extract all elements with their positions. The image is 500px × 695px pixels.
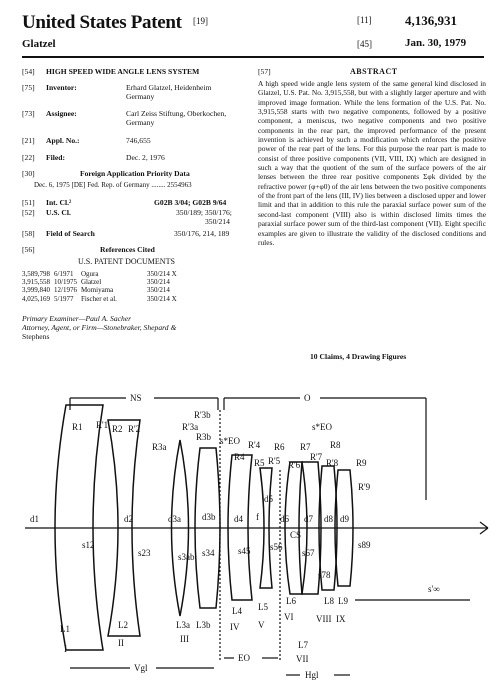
axis-arrow: [480, 522, 488, 528]
refs-label: References Cited: [100, 245, 155, 254]
label-d1: d1: [30, 514, 39, 524]
label-r3bp: R'3b: [194, 410, 211, 420]
ref-name: Glatzel: [80, 278, 102, 287]
label-l7: L7: [298, 640, 308, 650]
label-r3b: R3b: [196, 432, 212, 442]
ref-date: 5/1977: [54, 294, 74, 303]
label-group-vii: VII: [296, 654, 309, 664]
label-r1p: R'1: [96, 420, 109, 430]
field-code: [58]: [22, 229, 35, 238]
label-s3ab: s3ab: [178, 552, 195, 562]
ref-name: Ogura: [80, 270, 99, 278]
label-group-iv: IV: [230, 622, 240, 632]
inventor-code: [75]: [22, 83, 35, 92]
label-s-eo: s*EO: [220, 436, 240, 446]
label-d3b: d3b: [202, 512, 216, 522]
label-l3a: L3a: [176, 620, 190, 630]
label-r1: R1: [72, 422, 83, 432]
label-r7p: R'7: [310, 452, 323, 462]
inventor-label: Inventor:: [46, 83, 77, 92]
intcl-code: [51]: [22, 198, 35, 207]
label-r4p: R'4: [248, 440, 261, 450]
abstract-code: [57]: [258, 67, 271, 76]
patent-header-title: United States Patent: [22, 12, 182, 33]
attorney-line1: Attorney, Agent, or Firm—Stonebraker, Shepard &: [22, 323, 177, 332]
appl-code: [21]: [22, 136, 35, 145]
label-group-i: I: [64, 644, 67, 654]
label-o: O: [304, 393, 311, 403]
ref-name: Fischer et al.: [80, 294, 117, 303]
inventor-line1: Erhard Glatzel, Heidenheim: [126, 83, 212, 92]
attorney-line2: Stephens: [22, 332, 50, 341]
priority-label: Foreign Application Priority Data: [80, 169, 190, 178]
assignee-label: Assignee:: [46, 109, 77, 118]
label-d9: d9: [340, 514, 349, 524]
label-l2: L2: [118, 620, 128, 630]
refs-code: [56]: [22, 245, 35, 254]
label-hgl: Hgl: [305, 670, 319, 680]
label-d7: d7: [304, 514, 313, 524]
ref-number: 3,589,798: [22, 270, 50, 278]
uscl-label: U.S. Cl.: [46, 208, 71, 217]
label-s45: s45: [238, 546, 251, 556]
label-r5p: R'5: [268, 456, 281, 466]
intcl-label: Int. Cl.²: [46, 198, 72, 207]
ref-date: 10/1975: [54, 278, 77, 287]
label-d4: d4: [234, 514, 243, 524]
label-group-ix: IX: [336, 614, 346, 624]
label-s-eo2: s*EO: [312, 422, 332, 432]
label-d2: d2: [124, 514, 133, 524]
label-d6: d6: [280, 514, 289, 524]
label-r8: R8: [330, 440, 341, 450]
ref-number: 3,915,558: [22, 278, 50, 287]
ref-class: 350/214 X: [146, 270, 177, 278]
label-r7: R7: [300, 442, 311, 452]
abstract-heading: ABSTRACT: [350, 67, 398, 76]
label-l4: L4: [232, 606, 242, 616]
label-r6p: R'6: [288, 460, 301, 470]
abstract-text: A high speed wide angle lens system of the same general kind disclosed in Glatzel, U.S. Pat. No. 3,915,558, but with a slightly larger aperture and with improved image formation. While the lens formation of the U.S. Pat. No. 3,915,558 starts with two negative components, followed by a positive component, a meniscus, two negative components and two positive components in the rear part, the improved performance of the present invention is achieved by such a modification which enforces the positive power of the rear part of the lens. For this purpose the rear part is made to consist of three positive components (VII, VIII, IX) which are designed in such a way that the quotient of the sum of the surface powers of the air lenses between the three rear positive components Σφk divided by the refractive power (φ+φ0) of the air lens between the two positive components of the front part of the lens (III, IV) lies between a disclosed upper and lower limit and that in addition to this rule the paraxial surface power sum of the second-last component (VIII) also is within disclosed limits times the paraxial surface power sum of the third-last component (VII). Eight specific examples are given to illustrate the validity of the disclosed conditions and rules.: [258, 79, 486, 247]
label-l9: L9: [338, 596, 348, 606]
label-s89: s89: [358, 540, 371, 550]
label-s56: s56: [270, 542, 283, 552]
ref-class: 350/214: [146, 286, 170, 295]
uscl-code: [52]: [22, 208, 35, 217]
label-s34: s34: [202, 548, 215, 558]
label-ns: NS: [130, 393, 142, 403]
label-s23: s23: [138, 548, 151, 558]
field-label: Field of Search: [46, 229, 95, 238]
diagram-labels: [30, 393, 440, 680]
priority-value: Dec. 6, 1975 [DE] Fed. Rep. of Germany ........ 2554963: [34, 181, 192, 189]
label-group-ii: II: [118, 638, 124, 648]
label-r2: R2: [112, 424, 123, 434]
label-l3b: L3b: [196, 620, 211, 630]
appl-label: Appl. No.:: [46, 136, 80, 145]
label-d5: d5: [264, 494, 273, 504]
filed-label: Filed:: [46, 153, 65, 162]
title-field-code: [54]: [22, 67, 35, 76]
invention-title: HIGH SPEED WIDE ANGLE LENS SYSTEM: [46, 67, 200, 76]
label-r3ap: R'3a: [182, 422, 199, 432]
label-r2p: R'2: [128, 424, 141, 434]
ref-number: 4,025,169: [22, 294, 50, 303]
label-r6: R6: [274, 442, 285, 452]
issue-date: Jan. 30, 1979: [405, 37, 467, 49]
label-l1: L1: [60, 624, 70, 634]
label-l5: L5: [258, 602, 268, 612]
label-d8: d8: [324, 514, 333, 524]
label-r3a: R3a: [152, 442, 167, 452]
label-r9: R9: [356, 458, 367, 468]
uscl-value2: 350/214: [205, 217, 230, 226]
ref-name: Momiyama: [80, 286, 114, 295]
inventor-line2: Germany: [126, 92, 155, 101]
examiner: Primary Examiner—Paul A. Sacher: [22, 314, 132, 323]
ref-date: 6/1971: [54, 270, 74, 278]
label-r4: R4: [234, 452, 245, 462]
label-group-iii: III: [180, 634, 189, 644]
label-s67: s67: [302, 548, 315, 558]
refs-subtitle: U.S. PATENT DOCUMENTS: [78, 257, 175, 266]
label-group-vi: VI: [284, 612, 294, 622]
assignee-code: [73]: [22, 109, 35, 118]
label-f: f: [256, 512, 259, 522]
filed-value: Dec. 2, 1976: [126, 153, 165, 162]
ref-class: 350/214: [146, 278, 170, 287]
label-r5: R5: [254, 458, 265, 468]
uscl-value: 350/189; 350/176;: [176, 208, 232, 217]
label-cs: CS: [290, 530, 302, 540]
label-r8p: R'8: [326, 458, 339, 468]
patent-number: 4,136,931: [405, 13, 457, 28]
label-s78: s78: [318, 570, 331, 580]
appl-value: 746,655: [126, 136, 151, 145]
label-r9p: R'9: [358, 482, 371, 492]
inventor-surname: Glatzel: [22, 38, 56, 50]
date-code: [45]: [357, 39, 372, 49]
title-code: [19]: [193, 16, 208, 26]
label-group-v: V: [258, 620, 265, 630]
assignee-line1: Carl Zeiss Stiftung, Oberkochen,: [126, 109, 227, 118]
label-l6: L6: [286, 596, 296, 606]
ref-number: 3,999,840: [22, 286, 50, 295]
ref-date: 12/1976: [54, 286, 77, 295]
label-l8: L8: [324, 596, 334, 606]
filed-code: [22]: [22, 153, 35, 162]
label-vgl: Vgl: [134, 663, 148, 673]
field-value: 350/176, 214, 189: [174, 229, 230, 238]
priority-code: [30]: [22, 169, 35, 178]
label-d3a: d3a: [168, 514, 181, 524]
intcl-value: G02B 3/04; G02B 9/64: [154, 198, 227, 207]
label-eo: EO: [238, 653, 250, 663]
ref-class: 350/214 X: [146, 294, 177, 303]
assignee-line2: Germany: [126, 118, 155, 127]
claims-count: 10 Claims, 4 Drawing Figures: [310, 352, 407, 361]
label-s12: s12: [82, 540, 95, 550]
label-group-viii: VIII: [316, 614, 332, 624]
label-s-inf: s'∞: [428, 584, 440, 594]
number-code: [11]: [357, 15, 372, 25]
